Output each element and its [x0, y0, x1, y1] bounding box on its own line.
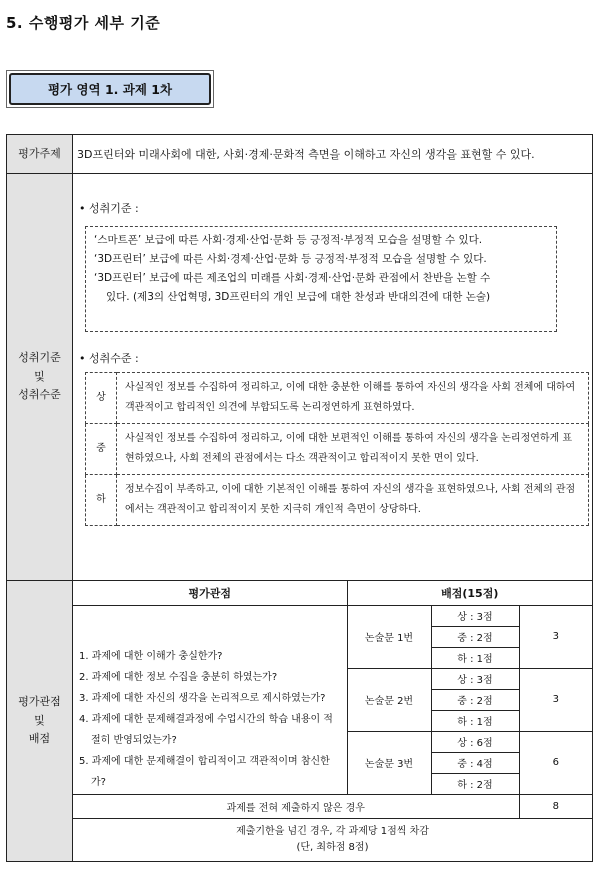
- view-criterion: 3. 과제에 대한 자신의 생각을 논리적으로 제시하였는가?: [79, 692, 326, 704]
- essay-total: 3: [519, 605, 592, 668]
- criteria-label: [7, 174, 73, 581]
- criteria-line: ‘3D프린터’ 보급에 따른 제조업의 미래를 사회·경제·산업·문화 관점에서 찬반을 논할 수: [94, 272, 491, 284]
- topic-label: 평가주제: [7, 135, 73, 174]
- level-description: 사실적인 정보를 수집하여 정리하고, 이에 대한 보편적인 이해를 통하여 자신의 생각을 논리정연하게 표현하였으나, 사회 전체의 관점에서는 다소 객관적이고 합리적이지 못한 면이 있다.: [117, 424, 589, 475]
- essay-grade: 상 : 3점: [431, 668, 519, 689]
- evaluation-label-line2: 및: [34, 713, 45, 727]
- level-description: 사실적인 정보를 수집하여 정리하고, 이에 대한 충분한 이해를 통하여 자신의 생각을 사회 전체에 대하여 객관적이고 합리적인 의견에 부합되도록 논리정연하게 표현하였다.: [117, 373, 589, 424]
- criteria-box: [85, 226, 557, 332]
- level-grade: 중: [86, 424, 117, 475]
- essay-grade: 중 : 4점: [431, 752, 519, 773]
- area-badge: 평가 영역 1. 과제 1차: [9, 73, 211, 105]
- essay-total: 6: [519, 731, 592, 794]
- level-row: [86, 424, 589, 475]
- essay-grade: 하 : 1점: [431, 647, 519, 668]
- criteria-label-line1: 성취기준: [18, 350, 61, 364]
- level-grade: 하: [86, 475, 117, 526]
- criteria-label-line3: 성취수준: [18, 388, 61, 402]
- grade-row: [73, 605, 592, 626]
- late-penalty: [73, 818, 592, 861]
- criteria-title: • 성취기준 :: [79, 202, 139, 215]
- criteria-content: [73, 174, 593, 581]
- evaluation-row: [7, 581, 593, 862]
- no-submit-row: [73, 794, 592, 818]
- evaluation-content: [73, 581, 593, 862]
- late-penalty-line2: (단, 최하점 8점): [296, 841, 369, 853]
- levels-title: • 성취수준 :: [79, 352, 139, 365]
- score-column-header: 배점(15점): [347, 581, 592, 605]
- evaluation-label-line1: 평가관점: [18, 694, 61, 708]
- level-row: [86, 475, 589, 526]
- view-criterion: 5. 과제에 대한 문제해결이 합리적이고 객관적이며 참신한가?: [79, 755, 330, 788]
- criteria-line: ‘스마트폰’ 보급에 따른 사회·경제·산업·문화 등 긍정적·부정적 모습을 설명할 수 있다.: [94, 234, 483, 246]
- view-criteria-list: [73, 605, 347, 794]
- no-submit-score: 8: [519, 794, 592, 818]
- essay-grade: 하 : 1점: [431, 710, 519, 731]
- topic-text: 3D프린터와 미래사회에 대한, 사회·경제·문화적 측면을 이해하고 자신의 생각을 표현할 수 있다.: [73, 135, 593, 174]
- section-heading: 5. 수행평가 세부 기준: [6, 14, 161, 32]
- essay-name: 논술문 2번: [347, 668, 431, 731]
- essay-grade: 중 : 2점: [431, 626, 519, 647]
- late-row: [73, 818, 592, 861]
- scoring-table: [73, 581, 592, 861]
- criteria-line: ‘3D프린터’ 보급에 따른 사회·경제·산업·문화 등 긍정적·부정적 모습을 설명할 수 있다.: [94, 253, 487, 265]
- essay-grade: 상 : 6점: [431, 731, 519, 752]
- criteria-row: [7, 174, 593, 581]
- essay-grade: 중 : 2점: [431, 689, 519, 710]
- essay-name: 논술문 3번: [347, 731, 431, 794]
- level-row: [86, 373, 589, 424]
- essay-grade: 하 : 2점: [431, 773, 519, 794]
- area-badge-frame: [6, 70, 214, 108]
- view-criterion: 1. 과제에 대한 이해가 충실한가?: [79, 650, 223, 662]
- level-description: 정보수집이 부족하고, 이에 대한 기본적인 이해를 통하여 자신의 생각을 표현하였으나, 사회 전체의 관점에서는 객관적이고 합리적이지 못한 지극히 개인적 측면이 상당하다.: [117, 475, 589, 526]
- criteria-line: 있다. (제3의 산업혁명, 3D프린터의 개인 보급에 대한 찬성과 반대의견에 대한 논술): [106, 291, 491, 303]
- criteria-label-line2: 및: [34, 369, 45, 383]
- essay-name: 논술문 1번: [347, 605, 431, 668]
- levels-table: [85, 372, 589, 526]
- view-criterion: 4. 과제에 대한 문제해결과정에 수업시간의 학습 내용이 적절히 반영되었는가?: [79, 713, 333, 746]
- essay-total: 3: [519, 668, 592, 731]
- evaluation-label-line3: 배점: [28, 732, 51, 746]
- scoring-header-row: [73, 581, 592, 605]
- late-penalty-line1: 제출기한을 넘긴 경우, 각 과제당 1점씩 차감: [236, 825, 429, 837]
- view-criterion: 2. 과제에 대한 정보 수집을 충분히 하였는가?: [79, 671, 278, 683]
- no-submit-text: 과제를 전혀 제출하지 않은 경우: [73, 794, 519, 818]
- level-grade: 상: [86, 373, 117, 424]
- topic-row: [7, 135, 593, 174]
- essay-grade: 상 : 3점: [431, 605, 519, 626]
- view-column-header: 평가관점: [73, 581, 347, 605]
- evaluation-label: [7, 581, 73, 862]
- assessment-table: [6, 134, 593, 862]
